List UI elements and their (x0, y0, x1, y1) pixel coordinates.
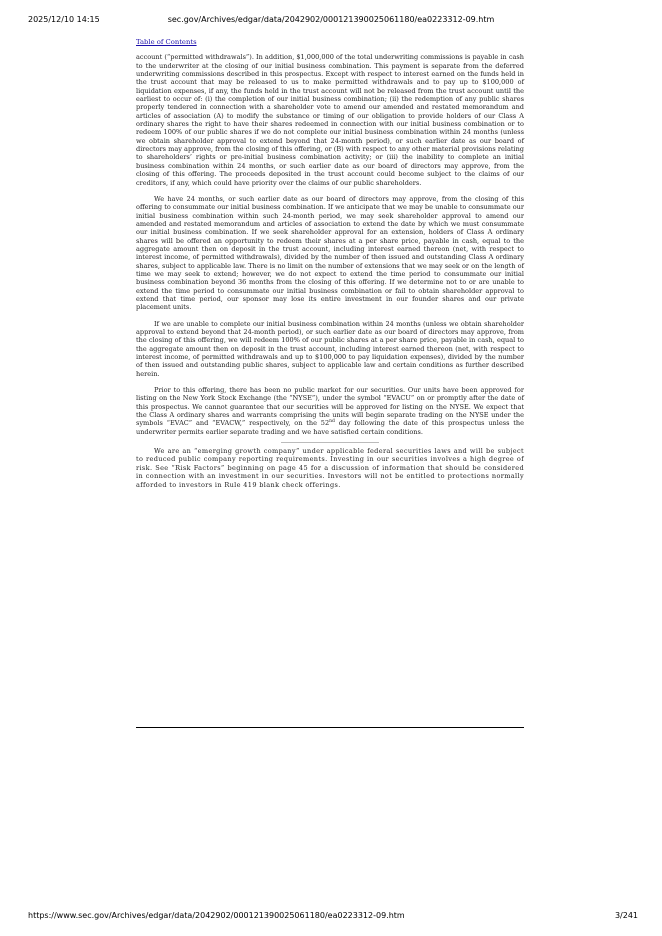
page-bottom-rule (136, 727, 524, 728)
nyse-text-before: Prior to this offering, there has been no public market for our securities. Our units have been approved for listing on the New York Stock Exchange (the “NYSE”), under the symbol “EVACU” on or promptly after the date of this prospectus. We cannot guarantee that our securities will be approved for listing on the NYSE. We expect that the Class A ordinary shares and warrants comprising the units will begin separate trading on the NYSE under the symbols “EVAC” and “EVACW,” respectively, on the 52 (136, 386, 524, 428)
print-datetime: 2025/12/10 14:15 (28, 15, 100, 24)
print-page-path: sec.gov/Archives/edgar/data/2042902/000121390025061180/ea0223312-09.htm (167, 15, 495, 24)
nyse-listing-paragraph (136, 386, 524, 436)
nyse-text-after: day following the date of this prospectus unless the underwriter permits earlier separate trading and we have satisfied certain conditions. (136, 419, 525, 436)
redemption-paragraph: If we are unable to complete our initial business combination within 24 months (unless we obtain shareholder approval to extend beyond that 24-month period), or such earlier date as our board of directors may approve, from the closing of this offering, we will redeem 100% of our public shares at a per share price, payable in cash, equal to the aggregate amount then on deposit in the trust account, including interest earned thereon (net, with respect to interest income, of permitted withdrawals and up to $100,000 to pay liquidation expenses), divided by the number of then issued and outstanding public shares, subject to applicable law and certain conditions as further described herein. (136, 319, 524, 378)
extension-paragraph: We have 24 months, or such earlier date as our board of directors may approve, from the closing of this offering to consummate our initial business combination. If we anticipate that we may be unable to consummate our initial business combination within such 24-month period, we may seek shareholder approval to amend our amended and restated memorandum and articles of association to extend the date by which we must consummate our initial business combination. If we seek shareholder approval for an extension, holders of Class A ordinary shares will be offered an opportunity to redeem their shares at a per share price, payable in cash, equal to the aggregate amount then on deposit in the trust account, including interest earned thereon (net, with respect to interest income, of permitted withdrawals), divided by the number of then issued and outstanding Class A ordinary shares, subject to applicable law. There is no limit on the number of extensions that we may seek or on the length of time we may seek to extend; however, we do not expect to extend the time period to consummate our initial business combination beyond 36 months from the closing of this offering. If we determine not to or are unable to extend the time period to consummate our initial business combination or fail to obtain shareholder approval to extend that time period, our sponsor may lose its entire investment in our founder shares and our private placement units. (136, 194, 524, 312)
print-page-count: 3/241 (614, 911, 638, 920)
risk-factors-paragraph: We are an “emerging growth company” under applicable federal securities laws and will be subject to reduced public company reporting requirements. Investing in our securities involves a high degree of risk. See “Risk Factors” beginning on page 45 for a discussion of information that should be considered in connection with an investment in our securities. Investors will not be entitled to protections normally afforded to investors in Rule 419 blank check offerings. (136, 447, 524, 489)
print-page-url: https://www.sec.gov/Archives/edgar/data/2042902/000121390025061180/ea0223312-09.htm (28, 911, 405, 920)
trust-account-paragraph: account (“permitted withdrawals”). In addition, $1,000,000 of the total underwriting commissions is payable in cash to the underwriter at the closing of our initial business combination. This payment is separate from the deferred underwriting commissions described in this prospectus. Except with respect to interest earned on the funds held in the trust account that may be released to us to make permitted withdrawals and to pay up to $100,000 of liquidation expenses, if any, the funds held in the trust account will not be released from the trust account until the earliest to occur of: (i) the completion of our initial business combination; (ii) the redemption of any public shares properly tendered in connection with a shareholder vote to amend our amended and restated memorandum and articles of association (A) to modify the substance or timing of our obligation to provide holders of our Class A ordinary shares the right to have their shares redeemed in connection with our initial business combination or to redeem 100% of our public shares if we do not complete our initial business combination within 24 months (unless we obtain shareholder approval to extend beyond that 24-month period), or such earlier date as our board of directors may approve, from the closing of this offering, or (B) with respect to any other material provisions relating to shareholders’ rights or pre-initial business combination activity; or (iii) the inability to complete an initial business combination within 24 months, or such earlier date as our board of directors may approve, from the closing of this offering. The proceeds deposited in the trust account could become subject to the claims of our creditors, if any, which could have priority over the claims of our public shareholders. (136, 53, 524, 187)
ordinal-suffix: nd (329, 419, 335, 425)
table-of-contents-link[interactable]: Table of Contents (136, 38, 197, 46)
document-body (136, 38, 524, 489)
section-divider (281, 442, 379, 443)
